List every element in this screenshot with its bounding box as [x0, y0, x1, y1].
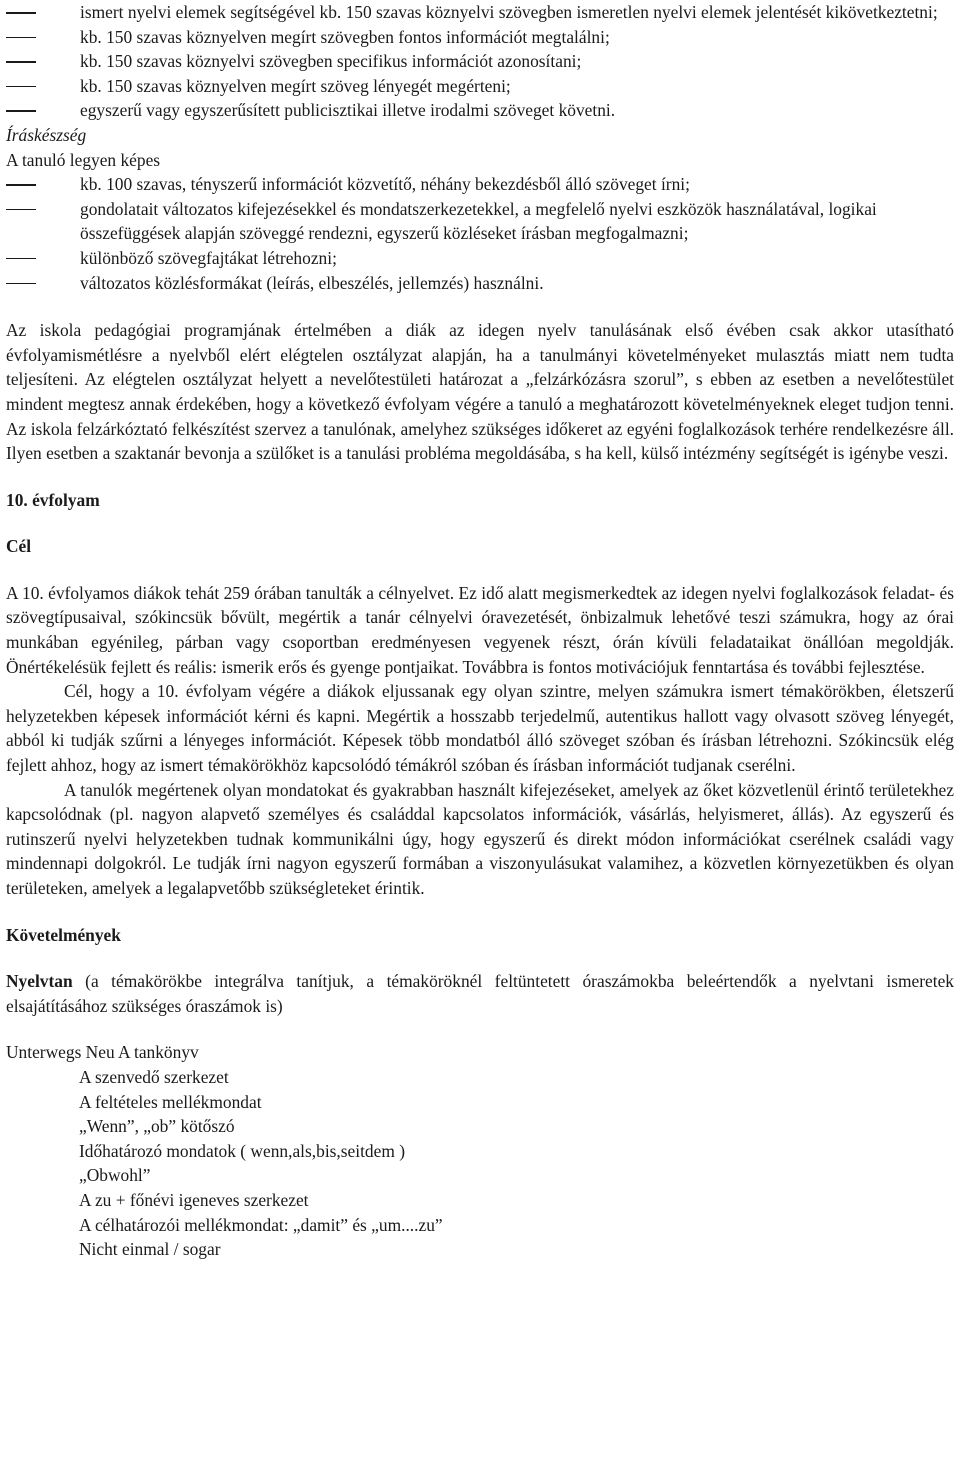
writing-skills-list	[6, 172, 954, 295]
grammar-label: Nyelvtan	[6, 971, 73, 992]
grammar-topic-list	[6, 1065, 954, 1262]
list-item-text: egyszerű vagy egyszerűsített publicisztikai illetve irodalmi szöveget követni.	[80, 100, 616, 121]
list-item: „Wenn”, „ob” kötőszó	[79, 1116, 235, 1137]
grammar-paragraph	[6, 969, 954, 1018]
list-item	[6, 172, 954, 197]
goal-paragraph: A 10. évfolyamos diákok tehát 259 órában tanulták a célnyelvet. Ez idő alatt megismerkedtek az idegen nyelvi foglalkozások feladat- és szövegtípusaival, szókincsük bővült, megértik a tanár célnyelvi óravezetését, önbizalmuk lehetővé teszi számukra, hogy az órai munkában egyénileg, párban vagy csoportban eredményesen vegyenek részt, órán kívüli feladataikat önállóan megoldják. Önértékelésük fejlett és reális: ismerik erős és gyenge pontjaikat. Továbbra is fontos motivációjuk fenntartása és további fejlesztése.	[6, 582, 954, 677]
dash-bullet-icon	[6, 209, 36, 211]
grammar-text: (a témakörökbe integrálva tanítjuk, a témaköröknél feltüntetett óraszámokba beleértendők a nyelvtani ismeretek elsajátításához szükséges óraszámok is)	[6, 971, 954, 1016]
writing-intro: A tanuló legyen képes	[6, 149, 161, 170]
textbook-title: Unterwegs Neu A tankönyv	[6, 1042, 199, 1063]
dash-bullet-icon	[6, 12, 36, 14]
writing-section-title: Íráskészség	[6, 124, 87, 145]
list-item-text: ismert nyelvi elemek segítségével kb. 150 szavas köznyelvi szövegben ismeretlen nyelvi elemek jelentését kikövetkeztetni;	[80, 2, 938, 22]
dash-bullet-icon	[6, 258, 36, 260]
dash-bullet-icon	[6, 283, 36, 285]
dash-bullet-icon	[6, 61, 36, 63]
goal-paragraph: A tanulók megértenek olyan mondatokat és gyakrabban használt kifejezéseket, amelyek az őket közvetlenül érintő területekhez kapcsolódnak (pl. nagyon alapvető személyes és családdal kapcsolatos információk, vásárlás, helyismeret, állás). Az egyszerű és rutinszerű nyelvi helyzetekben tudnak kommunikálni úgy, hogy egyszerű és direkt módon információkat cserélnek családi vagy mindennapi dolgokról. Le tudják írni nagyon egyszerű formában a viszonyulásukat valamihez, a közvetlen környezetükben és olyan területeken, amelyek a legalapvetőbb szükségleteket érintik.	[6, 779, 954, 898]
reading-skills-list	[6, 0, 954, 123]
list-item-text: kb. 150 szavas köznyelvi szövegben specifikus információt azonosítani;	[80, 51, 582, 72]
dash-bullet-icon	[6, 184, 36, 186]
list-item-text: kb. 150 szavas köznyelven megírt szöveg lényegét megérteni;	[80, 75, 511, 96]
goal-paragraph: Cél, hogy a 10. évfolyam végére a diákok eljussanak egy olyan szintre, melyen számukra ismert témakörökben, életszerű helyzetekben képesek információt kérni és kapni. Megértik a hosszabb terjedelmű, autentikus hallott vagy olvasott szöveg lényegét, abból ki tudják szűrni a lényeges információt. Képesek több mondatból álló szöveget szóban és írásban létrehozni. Szókincsük elég fejlett ahhoz, hogy az ismert témakörökhöz kapcsolódó témákról szóban és írásban információt tudjanak cserélni.	[6, 681, 954, 776]
list-item: A célhatározói mellékmondat: „damit” és „um....zu”	[79, 1214, 443, 1235]
list-item-text: változatos közlésformákat (leírás, elbeszélés, jellemzés) használni.	[80, 272, 544, 293]
list-item	[6, 246, 954, 271]
list-item: Időhatározó mondatok ( wenn,als,bis,seitdem )	[79, 1140, 405, 1161]
grade-heading: 10. évfolyam	[6, 489, 100, 510]
list-item-text: gondolatait változatos kifejezésekkel és mondatszerkezetekkel, a megfelelő nyelvi eszközök használatával, logikai összefüggések alapján szöveggé rendezni, egyszerű közléseket írásban megfogalmazni;	[80, 198, 877, 244]
goal-heading: Cél	[6, 536, 32, 557]
dash-bullet-icon	[6, 86, 36, 88]
list-item: Nicht einmal / sogar	[79, 1239, 221, 1260]
list-item-text: kb. 100 szavas, tényszerű információt közvetítő, néhány bekezdésből álló szöveget írni;	[80, 174, 690, 195]
list-item	[6, 0, 954, 25]
list-item	[6, 25, 954, 50]
requirements-heading: Követelmények	[6, 924, 121, 945]
list-item	[6, 271, 954, 296]
repeat-year-paragraph: Az iskola pedagógiai programjának értelmében a diák az idegen nyelv tanulásának első évében csak akkor utasítható évfolyamismétlésre a nyelvből elért elégtelen osztályzat alapján, ha a tanulmányi követelményeket mulasztás miatt nem tudta teljesíteni. Az elégtelen osztályzat helyett a nevelőtestületi határozat a „felzárkózásra szorul”, s ebben az esetben a nevelőtestület mindent megtesz annak érdekében, hogy a következő évfolyam végére a tanuló a meghatározott követelményeknek eleget tudjon tenni. Az iskola felzárkóztató felkészítést szervez a tanulónak, amelyhez szükséges időkeret az egyéni foglalkozások terhére rendelkezésre áll. Ilyen esetben a szaktanár bevonja a szülőket is a tanulási probléma megoldásába, s ha kell, külső intézmény segítségét is igénybe veszi.	[6, 320, 954, 464]
list-item-text: különböző szövegfajtákat létrehozni;	[80, 247, 337, 268]
list-item-text: kb. 150 szavas köznyelven megírt szövegben fontos információt megtalálni;	[80, 26, 610, 47]
dash-bullet-icon	[6, 110, 36, 112]
list-item: A szenvedő szerkezet	[79, 1066, 229, 1087]
list-item: „Obwohl”	[79, 1165, 151, 1186]
list-item	[6, 98, 954, 123]
list-item	[6, 74, 954, 99]
document-page	[6, 0, 954, 1262]
list-item: A feltételes mellékmondat	[79, 1091, 262, 1112]
list-item	[6, 49, 954, 74]
dash-bullet-icon	[6, 37, 36, 39]
list-item: A zu + főnévi igeneves szerkezet	[79, 1189, 309, 1210]
list-item	[6, 197, 954, 246]
